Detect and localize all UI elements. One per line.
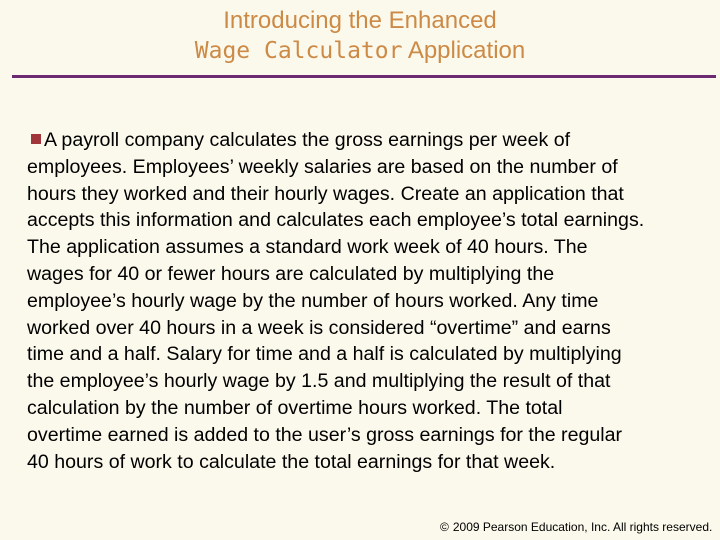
title-suffix: Application [402,37,526,64]
slide-title [0,6,720,66]
title-line-2 [0,36,720,66]
copyright-footer [440,520,715,534]
copyright-text: 2009 Pearson Education, Inc. All rights reserved. [452,520,713,534]
title-divider [12,75,716,78]
title-app-name: Wage Calculator [194,38,403,64]
copyright-symbol: © [440,520,449,534]
title-line-1: Introducing the Enhanced [223,7,497,34]
body-paragraph: A payroll company calculates the gross earnings per week of employees. Employees’ weekly salaries are based on the number of hours they worked and their hourly wages. Create an application that accepts this information and calculates each employee’s total earnings. The application assumes a standard work week of 40 hours. The wages for 40 or fewer hours are calculated by multiplying the employee’s hourly wage by the number of hours worked. Any time worked over 40 hours in a week is considered “overtime” and earns time and a half. Salary for time and a half is calculated by multiplying the employee’s hourly wage by 1.5 and multiplying the result of that calculation by the number of overtime hours worked. The total overtime earned is added to the user’s gross earnings for the regular 40 hours of work to calculate the total earnings for that week. [27,129,645,473]
